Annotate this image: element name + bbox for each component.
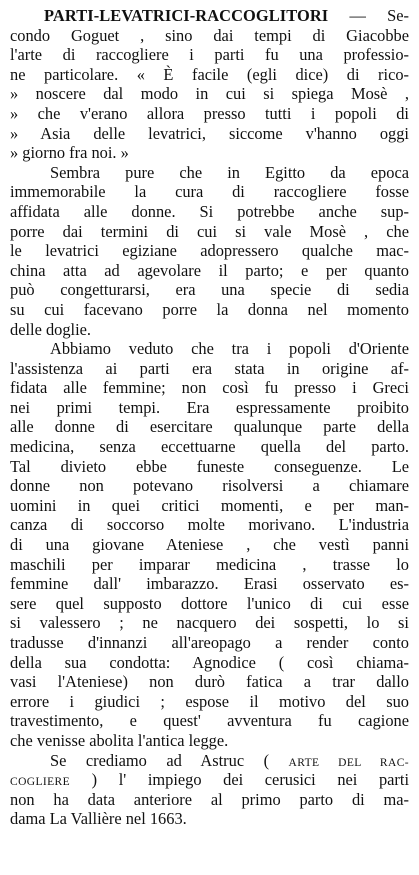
- paragraph-line: l'assistenza ai parti era stata in origine af-: [10, 358, 409, 378]
- paragraph-line: » che v'erano allora presso tutti i popoli di: [10, 103, 409, 123]
- citation-continuation: ) l' impiego dei cerusici nei parti: [70, 770, 409, 790]
- paragraph-line: travestimento, e quest' avventura fu cagione: [10, 711, 409, 731]
- paragraph-line: [10, 751, 409, 771]
- section-heading: PARTI-LEVATRICI-RACCOGLITORI: [44, 6, 329, 25]
- paragraph-4: [10, 751, 409, 829]
- heading-continuation: — Se-: [328, 6, 409, 25]
- paragraph-line: delle doglie.: [10, 319, 92, 339]
- paragraph-3: [10, 339, 409, 750]
- paragraph-line: nei primi tempi. Era espressamente proibito: [10, 397, 409, 417]
- paragraph-line: china atta ad agevolare il parto; e per quanto: [10, 260, 409, 280]
- paragraph-line: condo Goguet , sino dai tempi di Giacobbe: [10, 25, 409, 45]
- paragraph-line: femmine dall' imbarazzo. Erasi osservato es-: [10, 574, 409, 594]
- paragraph-line: medicina, senza eccettuarne quella del parto.: [10, 437, 409, 457]
- paragraph-line: fidata alle femmine; non così fu presso i Greci: [10, 378, 409, 398]
- paragraph-line: sere quel supposto dottore l'unico di cui esse: [10, 593, 409, 613]
- paragraph-line: non ha data anteriore al primo parto di ma-: [10, 789, 409, 809]
- paragraph-line: Tal divieto ebbe funeste conseguenze. Le: [10, 456, 409, 476]
- paragraph-line: uomini in quei critici momenti, e per man-: [10, 495, 409, 515]
- paragraph-line: Sembra pure che in Egitto da epoca: [50, 162, 409, 182]
- paragraph-line: [10, 6, 409, 26]
- paragraph-2: [10, 163, 409, 339]
- paragraph-line: della sua condotta: Agnodice ( così chiama-: [10, 652, 409, 672]
- paragraph-line: » Asia delle levatrici, siccome v'hanno oggi: [10, 123, 409, 143]
- paragraph-line: può congetturarsi, era una specie di sedia: [10, 280, 409, 300]
- paragraph-line: ne particolare. « È facile (egli dice) di rico-: [10, 64, 409, 84]
- paragraph-1: [10, 6, 409, 163]
- paragraph-line: maschili per imparar medicina , trasse lo: [10, 554, 409, 574]
- paragraph-line: affidata alle donne. Si potrebbe anche sup-: [10, 201, 409, 221]
- paragraph-line: [10, 770, 409, 790]
- paragraph-line: su cui facevano porre la donna nel momento: [10, 299, 409, 319]
- paragraph-line: si valessero ; ne nacquero dei sospetti, lo si: [10, 613, 409, 633]
- paragraph-line: che venisse abolita l'antica legge.: [10, 730, 229, 750]
- paragraph-line: tradusse d'innanzi all'areopago a render conto: [10, 633, 409, 652]
- paragraph-line: Abbiamo veduto che tra i popoli d'Oriente: [50, 339, 409, 359]
- paragraph-line: alle donne di esercitare qualunque parte della: [10, 417, 409, 437]
- paragraph-line: donne non potevano risolversi a chiamare: [10, 476, 409, 496]
- paragraph-line: errore i giudici ; espose il motivo del suo: [10, 691, 409, 711]
- paragraph-line: vasi l'Ateniese) non durò fatica a trar dallo: [10, 672, 409, 692]
- cited-work-title: ARTE DEL RAC-: [288, 756, 409, 769]
- paragraph-line: » noscere dal modo in cui si spiega Mosè ,: [10, 84, 409, 104]
- paragraph-line: canza di soccorso molte morivano. L'industria: [10, 515, 409, 535]
- paragraph-line: le levatrici egiziane adopressero qualche mac-: [10, 241, 409, 261]
- paragraph-line: l'arte di raccogliere i parti fu una professio-: [10, 45, 409, 65]
- paragraph-line: dama La Vallière nel 1663.: [10, 809, 187, 829]
- paragraph-line: » giorno fra noi. »: [10, 143, 129, 163]
- paragraph-line: immemorabile la cura di raccogliere fosse: [10, 182, 409, 202]
- paragraph-line: porre dai termini di cui si vale Mosè , che: [10, 221, 409, 241]
- citation-intro: Se crediamo ad Astruc (: [50, 750, 270, 770]
- paragraph-line: di una giovane Ateniese , che vestì panni: [10, 535, 409, 555]
- cited-work-title-continued: COGLIERE: [10, 776, 71, 789]
